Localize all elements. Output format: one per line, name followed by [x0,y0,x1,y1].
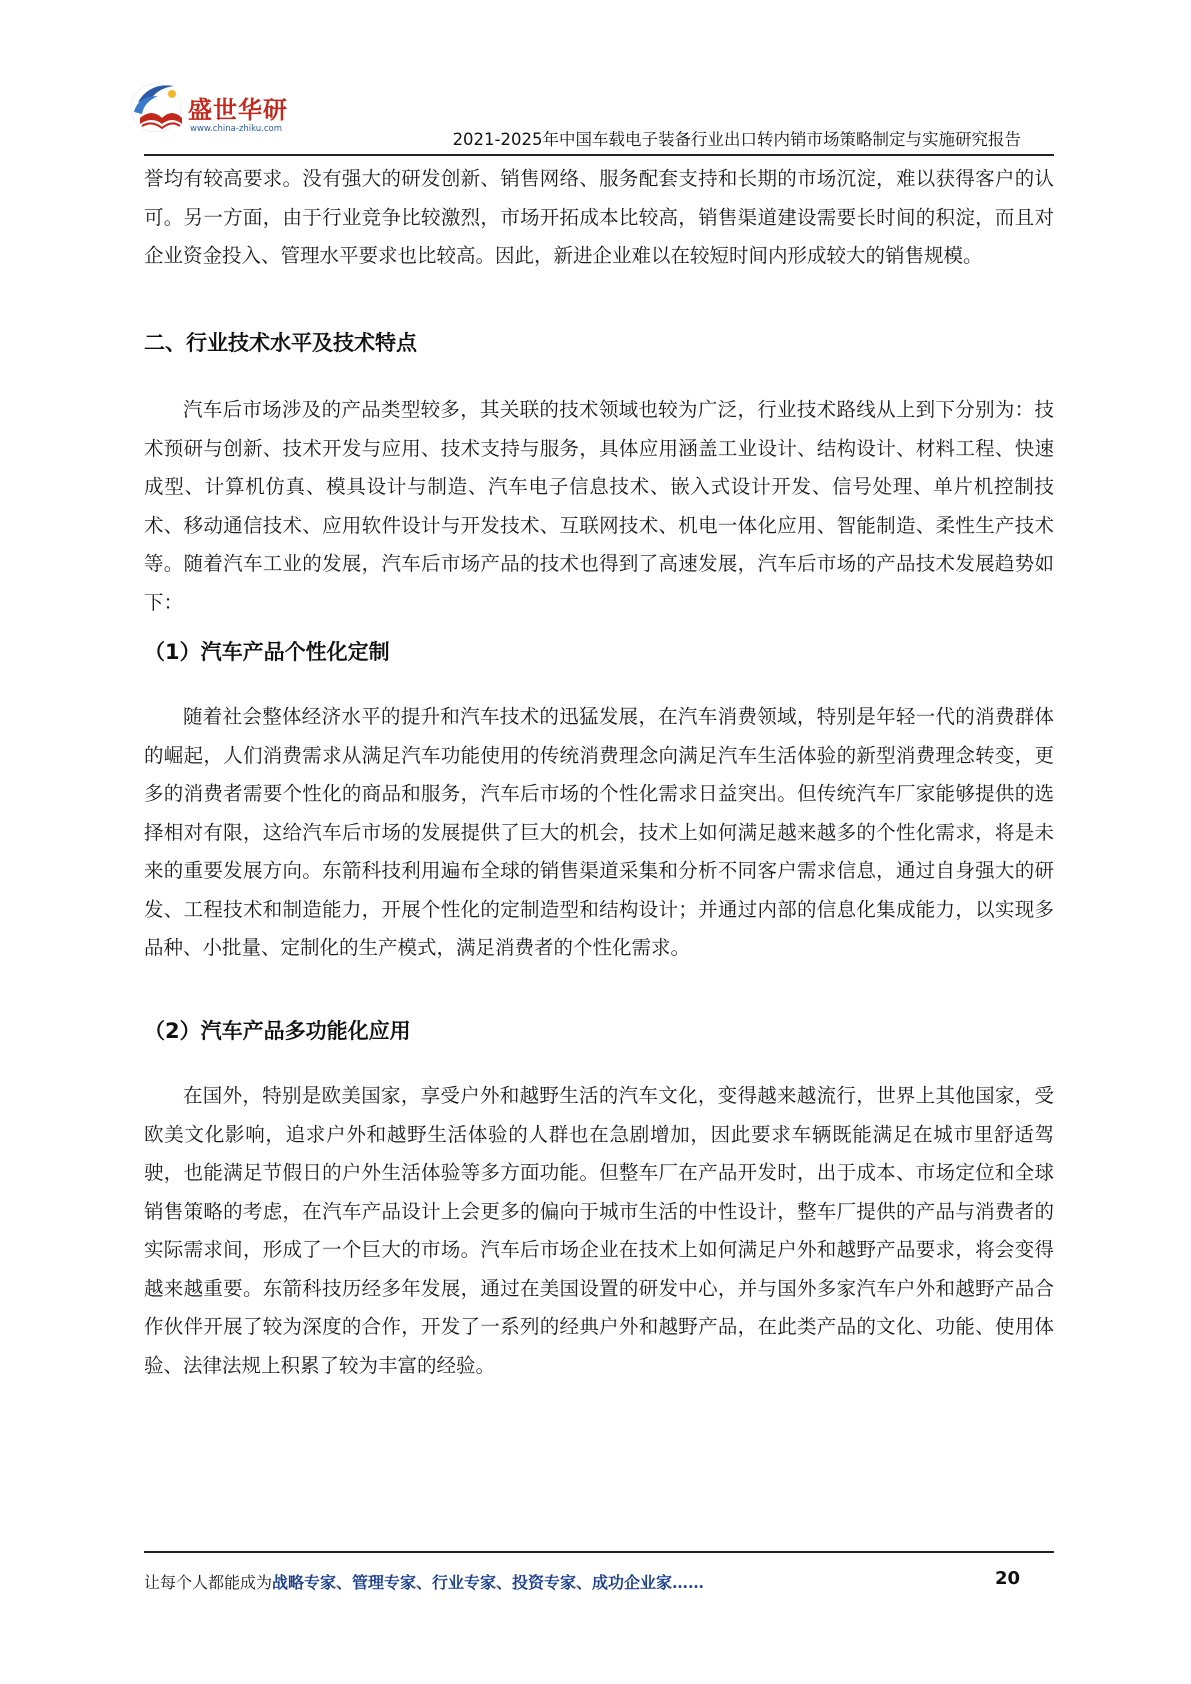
logo-emblem-icon [128,78,190,140]
footer-slogan [144,1570,704,1593]
footer-slogan-emphasis: 战略专家、管理专家、行业专家、投资专家、成功企业家…… [272,1573,705,1592]
section-paragraph: 汽车后市场涉及的产品类型较多，其关联的技术领域也较为广泛，行业技术路线从上到下分别为：技术预研与创新、技术开发与应用、技术支持与服务，具体应用涵盖工业设计、结构设计、材料工程、快速成型、计算机仿真、模具设计与制造、汽车电子信息技术、嵌入式设计开发、信号处理、单片机控制技术、移动通信技术、应用软件设计与开发技术、互联网技术、机电一体化应用、智能制造、柔性生产技术等。随着汽车工业的发展，汽车后市场产品的技术也得到了高速发展，汽车后市场的产品技术发展趋势如下： [144,398,1054,614]
logo-url: www.china-zhiku.com [190,124,282,134]
subsection-heading-2: （2）汽车产品多功能化应用 [144,1019,411,1043]
footer-divider [144,1551,1054,1553]
footer-slogan-prefix: 让每个人都能成为 [144,1573,273,1592]
page-number: 20 [995,1568,1021,1589]
report-title: 2021-2025年中国车载电子装备行业出口转内销市场策略制定与实施研究报告 [452,130,1021,149]
subsection-paragraph-1: 随着社会整体经济水平的提升和汽车技术的迅猛发展，在汽车消费领域，特别是年轻一代的消费群体的崛起，人们消费需求从满足汽车功能使用的传统消费理念向满足汽车生活体验的新型消费理念转变，更多的消费者需要个性化的商品和服务，汽车后市场的个性化需求日益突出。但传统汽车厂家能够提供的选择相对有限，这给汽车后市场的发展提供了巨大的机会，技术上如何满足越来越多的个性化需求，将是未来的重要发展方向。东箭科技利用遍布全球的销售渠道采集和分析不同客户需求信息，通过自身强大的研发、工程技术和制造能力，开展个性化的定制造型和结构设计；并通过内部的信息化集成能力，以实现多品种、小批量、定制化的生产模式，满足消费者的个性化需求。 [144,705,1054,959]
subsection-heading-1: （1）汽车产品个性化定制 [144,640,390,664]
header-divider [144,154,1054,156]
subsection-paragraph-2: 在国外，特别是欧美国家，享受户外和越野生活的汽车文化，变得越来越流行，世界上其他国家，受欧美文化影响，追求户外和越野生活体验的人群也在急剧增加，因此要求车辆既能满足在城市里舒适驾驶，也能满足节假日的户外生活体验等多方面功能。但整车厂在产品开发时，出于成本、市场定位和全球销售策略的考虑，在汽车产品设计上会更多的偏向于城市生活的中性设计，整车厂提供的产品与消费者的实际需求间，形成了一个巨大的市场。汽车后市场企业在技术上如何满足户外和越野产品要求，将会变得越来越重要。东箭科技历经多年发展，通过在美国设置的研发中心，并与国外多家汽车户外和越野产品合作伙伴开展了较为深度的合作，开发了一系列的经典户外和越野产品，在此类产品的文化、功能、使用体验、法律法规上积累了较为丰富的经验。 [144,1084,1054,1377]
section-heading: 二、行业技术水平及技术特点 [144,331,417,355]
logo-name: 盛世华研 [188,96,288,124]
company-logo [128,78,338,148]
paragraph-continued: 誉均有较高要求。没有强大的研发创新、销售网络、服务配套支持和长期的市场沉淀，难以获得客户的认可。另一方面，由于行业竞争比较激烈，市场开拓成本比较高，销售渠道建设需要长时间的积淀，而且对企业资金投入、管理水平要求也比较高。因此，新进企业难以在较短时间内形成较大的销售规模。 [144,167,1054,267]
